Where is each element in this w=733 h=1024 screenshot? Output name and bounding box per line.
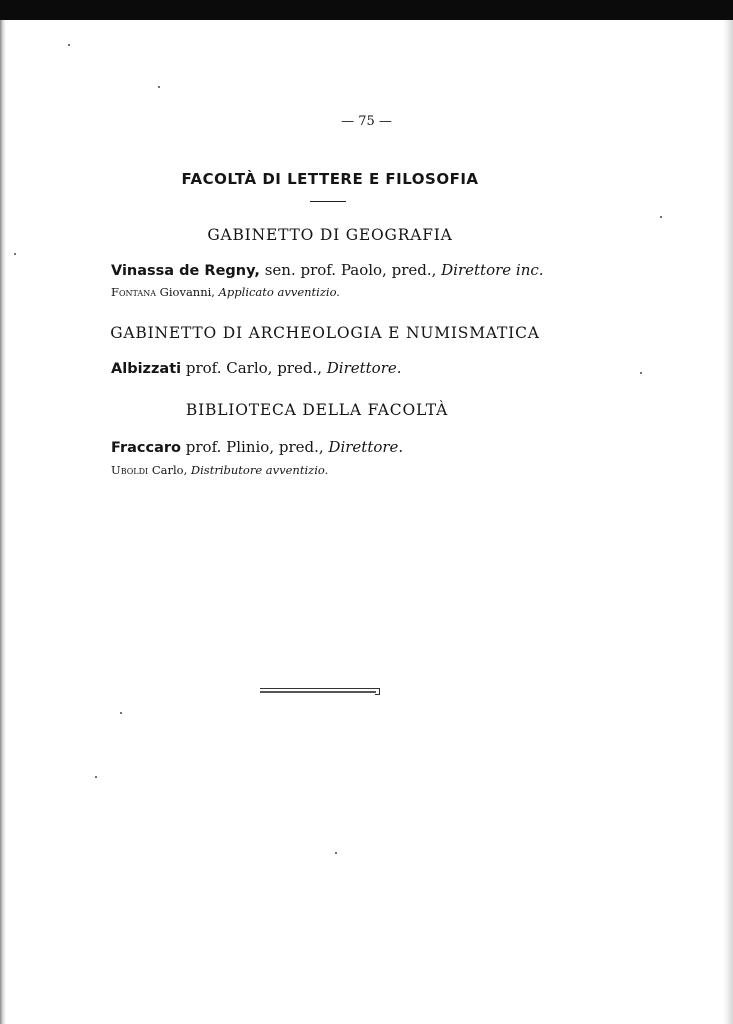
staff-uboldi	[111, 463, 328, 477]
entry-details: sen. prof. Paolo, pred.,	[259, 261, 442, 279]
paper-speck	[14, 253, 16, 255]
entry-albizzati	[111, 359, 402, 377]
title-rule	[310, 201, 346, 202]
heading-biblioteca: BIBLIOTECA DELLA FACOLTÀ	[185, 401, 449, 419]
page-number: — 75 —	[341, 114, 392, 129]
entry-fraccaro	[111, 438, 403, 456]
paper-speck	[95, 776, 97, 778]
paper-speck	[158, 86, 160, 88]
staff-given: Carlo,	[148, 463, 191, 477]
end-ornament	[260, 688, 380, 694]
scan-right-edge	[723, 20, 733, 1024]
entry-details: prof. Carlo, pred.,	[181, 359, 327, 377]
staff-role: Applicato avventizio.	[218, 285, 340, 299]
paper-speck	[640, 372, 642, 374]
ornament-end-cap	[375, 688, 380, 695]
staff-given: Giovanni,	[156, 285, 219, 299]
entry-role: Direttore.	[326, 359, 402, 377]
paper-speck	[68, 44, 70, 46]
ornament-line-bottom	[260, 691, 376, 693]
paper-speck	[120, 712, 122, 714]
entry-role: Direttore inc.	[441, 261, 544, 279]
staff-fontana	[111, 285, 340, 299]
entry-name: Fraccaro	[111, 440, 182, 456]
staff-surname: Fontana	[111, 285, 156, 299]
ornament-line-top	[260, 688, 378, 689]
entry-details: prof. Plinio, pred.,	[181, 438, 329, 456]
staff-surname: Uboldi	[111, 463, 149, 477]
entry-role: Direttore.	[328, 438, 404, 456]
entry-vinassa	[111, 261, 544, 279]
paper-speck	[335, 852, 337, 854]
entry-name: Albizzati	[111, 361, 182, 377]
paper-speck	[660, 216, 662, 218]
entry-name: Vinassa de Regny,	[111, 263, 260, 279]
heading-geografia: GABINETTO DI GEOGRAFIA	[207, 226, 453, 244]
staff-role: Distributore avventizio.	[190, 463, 329, 477]
heading-archeologia: GABINETTO DI ARCHEOLOGIA E NUMISMATICA	[110, 324, 540, 342]
faculty-title: FACOLTÀ DI LETTERE E FILOSOFIA	[181, 170, 479, 188]
scan-top-border	[0, 0, 733, 20]
